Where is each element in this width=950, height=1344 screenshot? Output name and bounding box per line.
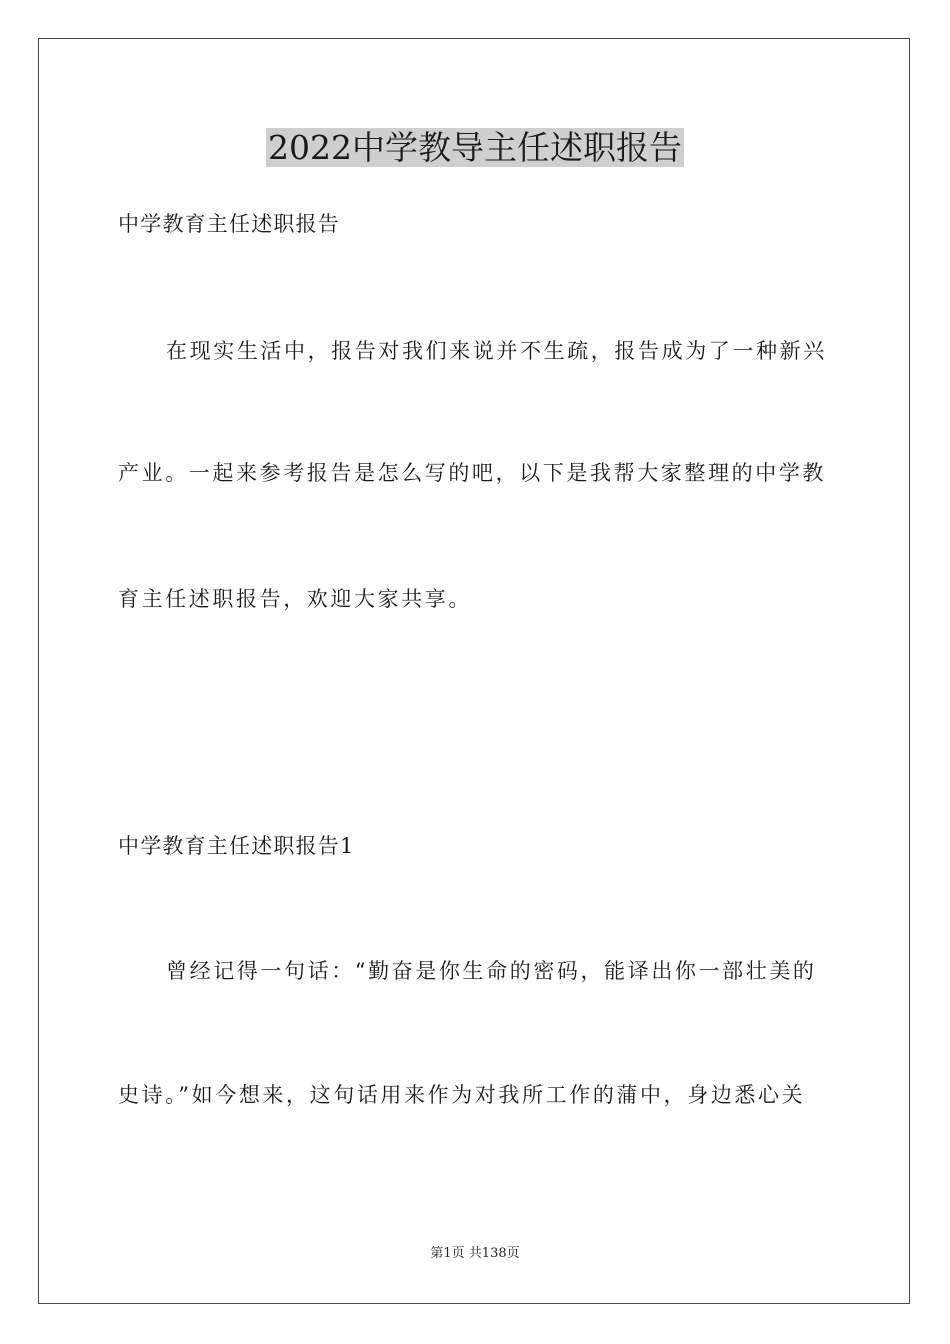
intro-paragraph-line-3: 育主任述职报告，欢迎大家共享。 bbox=[118, 587, 472, 611]
section-heading: 中学教育主任述职报告1 bbox=[118, 834, 355, 858]
intro-paragraph-line-1: 在现实生活中，报告对我们来说并不生疏，报告成为了一种新兴 bbox=[166, 339, 827, 363]
page-number-footer: 第1页 共138页 bbox=[430, 1246, 520, 1261]
document-subtitle: 中学教育主任述职报告 bbox=[118, 212, 340, 236]
section-paragraph-line-2: 史诗。”如今想来，这句话用来作为对我所工作的蒲中，身边悉心关 bbox=[118, 1083, 806, 1107]
intro-paragraph-line-2: 产业。一起来参考报告是怎么写的吧，以下是我帮大家整理的中学教 bbox=[118, 461, 826, 485]
section-paragraph-line-1: 曾经记得一句话：“勤奋是你生命的密码，能译出你一部壮美的 bbox=[166, 959, 817, 983]
document-title: 2022中学教导主任述职报告 bbox=[268, 128, 682, 167]
